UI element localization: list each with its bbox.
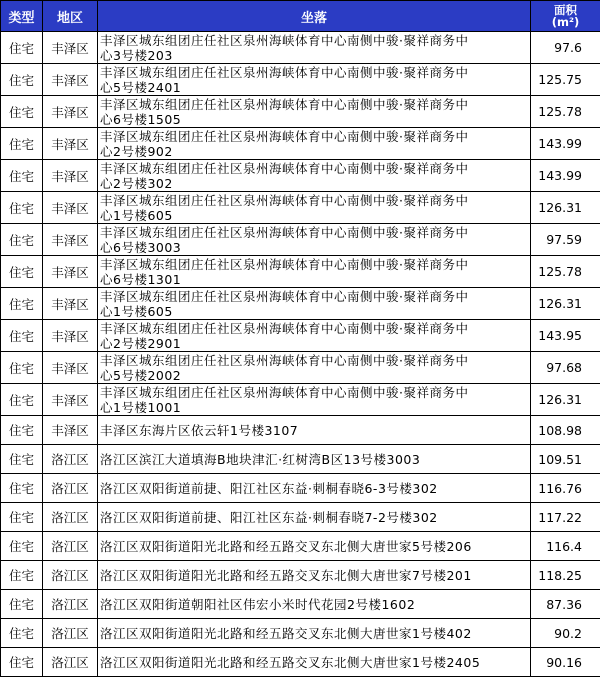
cell-district: 洛江区 xyxy=(43,503,98,532)
cell-type: 住宅 xyxy=(1,648,43,677)
table-body xyxy=(1,32,600,677)
cell-district: 丰泽区 xyxy=(43,96,98,128)
location-line-2: 心3号楼203 xyxy=(100,47,173,63)
location-line-1: 洛江区双阳街道阳光北路和经五路交叉东北侧大唐世家7号楼201 xyxy=(100,567,472,583)
location-line-1: 丰泽区城东组团庄任社区泉州海峡体育中心南侧中骏·聚祥商务中 xyxy=(100,256,469,272)
table-row xyxy=(1,224,600,256)
cell-district: 洛江区 xyxy=(43,474,98,503)
cell-type: 住宅 xyxy=(1,561,43,590)
cell-location xyxy=(98,352,531,384)
location-line-2: 心6号楼3003 xyxy=(100,239,182,255)
location-line-2: 心6号楼1505 xyxy=(100,111,182,127)
cell-area: 90.16 xyxy=(531,648,600,677)
cell-area: 117.22 xyxy=(531,503,600,532)
table-row xyxy=(1,445,600,474)
header-area xyxy=(531,1,600,32)
table-row xyxy=(1,352,600,384)
location-line-2: 心5号楼2401 xyxy=(100,79,182,95)
table-row xyxy=(1,384,600,416)
cell-area: 125.78 xyxy=(531,256,600,288)
location-line-2: 心6号楼1301 xyxy=(100,271,182,287)
location-line-1: 丰泽区城东组团庄任社区泉州海峡体育中心南侧中骏·聚祥商务中 xyxy=(100,384,469,400)
table-row xyxy=(1,416,600,445)
table-row xyxy=(1,128,600,160)
cell-location xyxy=(98,503,531,532)
header-area-unit: (m²) xyxy=(551,15,580,29)
cell-district: 丰泽区 xyxy=(43,352,98,384)
cell-location xyxy=(98,64,531,96)
cell-location xyxy=(98,590,531,619)
table-row xyxy=(1,64,600,96)
cell-type: 住宅 xyxy=(1,384,43,416)
cell-location xyxy=(98,256,531,288)
cell-location xyxy=(98,474,531,503)
table-row xyxy=(1,288,600,320)
cell-district: 丰泽区 xyxy=(43,384,98,416)
cell-area: 126.31 xyxy=(531,192,600,224)
cell-location xyxy=(98,445,531,474)
table-row xyxy=(1,320,600,352)
location-line-2: 心1号楼605 xyxy=(100,303,173,319)
cell-location xyxy=(98,224,531,256)
cell-area: 97.68 xyxy=(531,352,600,384)
location-line-1: 丰泽区城东组团庄任社区泉州海峡体育中心南侧中骏·聚祥商务中 xyxy=(100,64,469,80)
table-row xyxy=(1,503,600,532)
cell-type: 住宅 xyxy=(1,503,43,532)
table-row xyxy=(1,532,600,561)
location-line-1: 洛江区双阳街道阳光北路和经五路交叉东北侧大唐世家5号楼206 xyxy=(100,538,472,554)
cell-district: 洛江区 xyxy=(43,590,98,619)
cell-type: 住宅 xyxy=(1,619,43,648)
location-line-1: 丰泽区城东组团庄任社区泉州海峡体育中心南侧中骏·聚祥商务中 xyxy=(100,192,469,208)
location-line-1: 洛江区滨江大道填海B地块津汇·红树湾B区13号楼3003 xyxy=(100,451,421,467)
cell-district: 洛江区 xyxy=(43,561,98,590)
location-line-1: 洛江区双阳街道阳光北路和经五路交叉东北侧大唐世家1号楼2405 xyxy=(100,654,481,670)
cell-location xyxy=(98,532,531,561)
table-row xyxy=(1,619,600,648)
cell-type: 住宅 xyxy=(1,32,43,64)
cell-location xyxy=(98,648,531,677)
cell-area: 143.95 xyxy=(531,320,600,352)
cell-location xyxy=(98,320,531,352)
cell-area: 143.99 xyxy=(531,160,600,192)
location-line-1: 洛江区双阳街道前捷、阳江社区东益·刺桐春晓6-3号楼302 xyxy=(100,480,438,496)
cell-district: 丰泽区 xyxy=(43,320,98,352)
header-district: 地区 xyxy=(43,1,98,32)
cell-location xyxy=(98,416,531,445)
table-row xyxy=(1,256,600,288)
cell-location xyxy=(98,561,531,590)
cell-area: 118.25 xyxy=(531,561,600,590)
location-line-1: 丰泽区东海片区依云轩1号楼3107 xyxy=(100,422,299,438)
cell-type: 住宅 xyxy=(1,256,43,288)
cell-type: 住宅 xyxy=(1,192,43,224)
cell-area: 97.59 xyxy=(531,224,600,256)
cell-area: 143.99 xyxy=(531,128,600,160)
cell-type: 住宅 xyxy=(1,288,43,320)
location-line-2: 心5号楼2002 xyxy=(100,367,182,383)
cell-district: 洛江区 xyxy=(43,532,98,561)
location-line-1: 洛江区双阳街道朝阳社区伟宏小米时代花园2号楼1602 xyxy=(100,596,416,612)
cell-type: 住宅 xyxy=(1,64,43,96)
cell-area: 90.2 xyxy=(531,619,600,648)
cell-area: 126.31 xyxy=(531,384,600,416)
cell-district: 丰泽区 xyxy=(43,64,98,96)
cell-district: 丰泽区 xyxy=(43,288,98,320)
cell-district: 丰泽区 xyxy=(43,416,98,445)
cell-location xyxy=(98,96,531,128)
cell-area: 109.51 xyxy=(531,445,600,474)
cell-area: 97.6 xyxy=(531,32,600,64)
table-row xyxy=(1,590,600,619)
location-line-1: 丰泽区城东组团庄任社区泉州海峡体育中心南侧中骏·聚祥商务中 xyxy=(100,320,469,336)
cell-location xyxy=(98,288,531,320)
cell-area: 116.76 xyxy=(531,474,600,503)
location-line-1: 丰泽区城东组团庄任社区泉州海峡体育中心南侧中骏·聚祥商务中 xyxy=(100,352,469,368)
location-line-1: 丰泽区城东组团庄任社区泉州海峡体育中心南侧中骏·聚祥商务中 xyxy=(100,128,469,144)
cell-district: 洛江区 xyxy=(43,619,98,648)
cell-district: 丰泽区 xyxy=(43,224,98,256)
cell-location xyxy=(98,160,531,192)
table-row xyxy=(1,32,600,64)
header-location: 坐落 xyxy=(98,1,531,32)
cell-type: 住宅 xyxy=(1,445,43,474)
table-row xyxy=(1,648,600,677)
cell-location xyxy=(98,192,531,224)
cell-district: 丰泽区 xyxy=(43,128,98,160)
location-line-2: 心1号楼605 xyxy=(100,207,173,223)
location-line-1: 洛江区双阳街道前捷、阳江社区东益·刺桐春晓7-2号楼302 xyxy=(100,509,438,525)
location-line-2: 心1号楼1001 xyxy=(100,399,182,415)
cell-type: 住宅 xyxy=(1,320,43,352)
cell-type: 住宅 xyxy=(1,352,43,384)
cell-type: 住宅 xyxy=(1,590,43,619)
location-line-1: 洛江区双阳街道阳光北路和经五路交叉东北侧大唐世家1号楼402 xyxy=(100,625,472,641)
cell-location xyxy=(98,384,531,416)
cell-area: 116.4 xyxy=(531,532,600,561)
cell-type: 住宅 xyxy=(1,160,43,192)
cell-area: 125.75 xyxy=(531,64,600,96)
location-line-1: 丰泽区城东组团庄任社区泉州海峡体育中心南侧中骏·聚祥商务中 xyxy=(100,32,469,48)
cell-district: 洛江区 xyxy=(43,445,98,474)
table-row xyxy=(1,474,600,503)
cell-type: 住宅 xyxy=(1,532,43,561)
location-line-2: 心2号楼2901 xyxy=(100,335,182,351)
cell-district: 丰泽区 xyxy=(43,192,98,224)
table-row xyxy=(1,160,600,192)
cell-district: 丰泽区 xyxy=(43,160,98,192)
header-area-label: 面积 xyxy=(554,3,577,17)
location-line-2: 心2号楼902 xyxy=(100,143,173,159)
cell-area: 108.98 xyxy=(531,416,600,445)
cell-location xyxy=(98,128,531,160)
cell-type: 住宅 xyxy=(1,128,43,160)
location-line-2: 心2号楼302 xyxy=(100,175,173,191)
location-line-1: 丰泽区城东组团庄任社区泉州海峡体育中心南侧中骏·聚祥商务中 xyxy=(100,224,469,240)
cell-area: 125.78 xyxy=(531,96,600,128)
header-type: 类型 xyxy=(1,1,43,32)
cell-district: 洛江区 xyxy=(43,648,98,677)
location-line-1: 丰泽区城东组团庄任社区泉州海峡体育中心南侧中骏·聚祥商务中 xyxy=(100,96,469,112)
cell-type: 住宅 xyxy=(1,474,43,503)
table-row xyxy=(1,561,600,590)
table-row xyxy=(1,192,600,224)
cell-location xyxy=(98,32,531,64)
cell-area: 87.36 xyxy=(531,590,600,619)
location-line-1: 丰泽区城东组团庄任社区泉州海峡体育中心南侧中骏·聚祥商务中 xyxy=(100,288,469,304)
cell-district: 丰泽区 xyxy=(43,256,98,288)
cell-district: 丰泽区 xyxy=(43,32,98,64)
location-line-1: 丰泽区城东组团庄任社区泉州海峡体育中心南侧中骏·聚祥商务中 xyxy=(100,160,469,176)
cell-area: 126.31 xyxy=(531,288,600,320)
header-row xyxy=(1,1,600,32)
cell-type: 住宅 xyxy=(1,96,43,128)
cell-type: 住宅 xyxy=(1,416,43,445)
table-row xyxy=(1,96,600,128)
cell-location xyxy=(98,619,531,648)
cell-type: 住宅 xyxy=(1,224,43,256)
